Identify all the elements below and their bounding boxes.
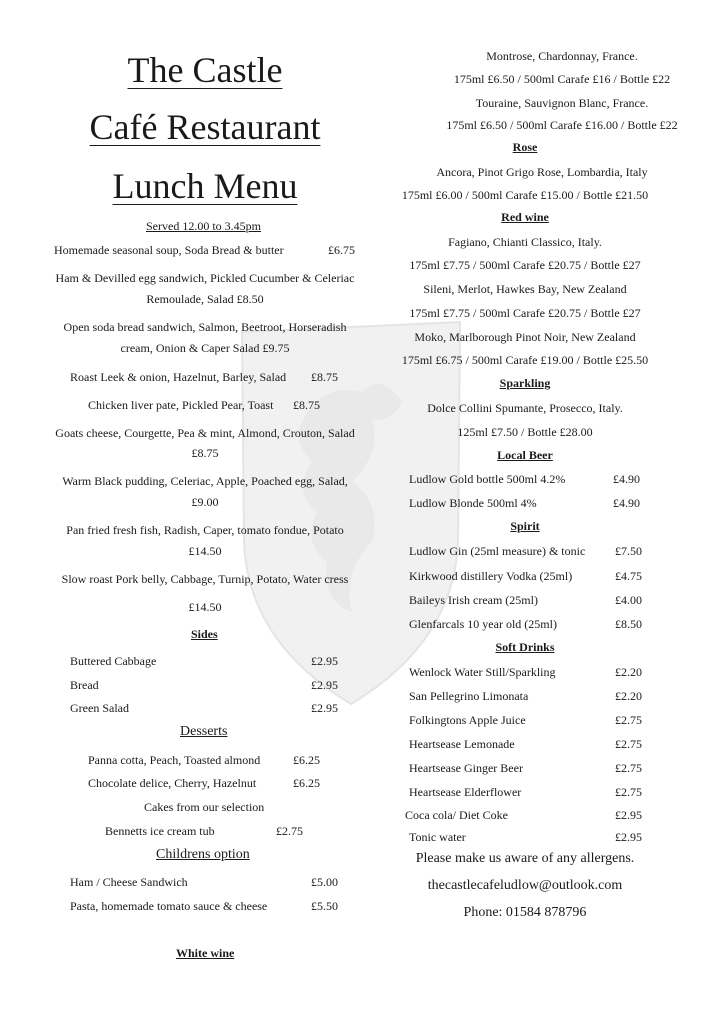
- beer-item-name: Ludlow Gold bottle 500ml 4.2%: [409, 472, 566, 486]
- menu-item-name: Chicken liver pate, Pickled Pear, Toast: [88, 398, 274, 412]
- beer-item-price: £4.90: [613, 472, 640, 486]
- section-heading-local-beer: Local Beer: [497, 448, 553, 462]
- soft-drink-name: Coca cola/ Diet Coke: [405, 808, 508, 822]
- wine-prices: 175ml £7.75 / 500ml Carafe £20.75 / Bottle £27: [409, 258, 641, 272]
- dessert-item-name: Cakes from our selection: [144, 800, 265, 814]
- soft-drink-price: £2.75: [615, 761, 642, 775]
- side-item-price: £2.95: [311, 654, 338, 668]
- menu-item-line: £14.50: [188, 600, 222, 614]
- soft-drink-name: Heartsease Lemonade: [409, 737, 515, 751]
- menu-item-line: Pan fried fresh fish, Radish, Caper, tomato fondue, Potato: [66, 523, 344, 537]
- side-item-name: Bread: [70, 678, 99, 692]
- section-heading-red-wine: Red wine: [501, 210, 549, 224]
- section-heading-sides: Sides: [191, 627, 218, 641]
- wine-name: Sileni, Merlot, Hawkes Bay, New Zealand: [423, 282, 627, 296]
- menu-item-line: £8.75: [191, 446, 219, 460]
- section-heading-spirit: Spirit: [510, 519, 540, 533]
- childrens-item-name: Ham / Cheese Sandwich: [70, 875, 188, 889]
- menu-item-price: £8.75: [293, 398, 320, 412]
- childrens-item-name: Pasta, homemade tomato sauce & cheese: [70, 899, 268, 913]
- menu-item-line: £14.50: [188, 544, 222, 558]
- soft-drink-price: £2.75: [615, 785, 642, 799]
- soft-drink-name: Heartsease Elderflower: [409, 785, 522, 799]
- wine-name: Touraine, Sauvignon Blanc, France.: [475, 96, 649, 110]
- childrens-item-price: £5.00: [311, 875, 338, 889]
- soft-drink-name: Heartsease Ginger Beer: [409, 761, 523, 775]
- dessert-item-name: Chocolate delice, Cherry, Hazelnut: [88, 776, 257, 790]
- section-heading-childrens: Childrens option: [156, 847, 250, 862]
- side-item-name: Green Salad: [70, 701, 129, 715]
- beer-item-name: Ludlow Blonde 500ml 4%: [409, 496, 537, 510]
- spirit-item-name: Glenfarcals 10 year old (25ml): [409, 617, 557, 631]
- soft-drink-name: Folkingtons Apple Juice: [409, 713, 526, 727]
- section-heading-desserts: Desserts: [180, 724, 228, 739]
- soft-drink-price: £2.75: [615, 737, 642, 751]
- spirit-item-name: Kirkwood distillery Vodka (25ml): [409, 569, 573, 583]
- section-heading-sparkling: Sparkling: [499, 376, 551, 390]
- menu-item-name: Homemade seasonal soup, Soda Bread & butter: [54, 243, 284, 257]
- soft-drink-name: Tonic water: [409, 830, 466, 844]
- soft-drink-name: Wenlock Water Still/Sparkling: [409, 665, 556, 679]
- section-heading-rose: Rose: [512, 140, 538, 154]
- menu-item-price: £8.75: [311, 370, 338, 384]
- wine-prices: 175ml £6.00 / 500ml Carafe £15.00 / Bottle £21.50: [401, 188, 649, 202]
- wine-prices: 125ml £7.50 / Bottle £28.00: [457, 425, 593, 439]
- menu-item-line: Ham & Devilled egg sandwich, Pickled Cucumber & Celeriac: [55, 271, 355, 285]
- beer-item-price: £4.90: [613, 496, 640, 510]
- spirit-item-price: £7.50: [615, 544, 642, 558]
- page-title-line-3: Lunch Menu: [112, 166, 298, 206]
- soft-drink-price: £2.20: [615, 665, 642, 679]
- menu-item-line: cream, Onion & Caper Salad £9.75: [120, 341, 290, 355]
- contact-phone: Phone: 01584 878796: [463, 905, 587, 920]
- spirit-item-price: £8.50: [615, 617, 642, 631]
- wine-name: Ancora, Pinot Grigo Rose, Lombardia, Italy: [436, 165, 648, 179]
- wine-prices: 175ml £7.75 / 500ml Carafe £20.75 / Bottle £27: [409, 306, 641, 320]
- allergen-notice: Please make us aware of any allergens.: [415, 851, 635, 866]
- page-title-line-2: Café Restaurant: [89, 107, 321, 147]
- wine-prices: 175ml £6.50 / 500ml Carafe £16.00 / Bottle £22: [446, 118, 678, 132]
- side-item-price: £2.95: [311, 701, 338, 715]
- menu-item-line: Remoulade, Salad £8.50: [146, 292, 264, 306]
- section-heading-soft-drinks: Soft Drinks: [495, 640, 555, 654]
- menu-item-price: £6.75: [328, 243, 355, 257]
- menu-item-line: Open soda bread sandwich, Salmon, Beetroot, Horseradish: [63, 320, 347, 334]
- wine-name: Dolce Collini Spumante, Prosecco, Italy.: [427, 401, 623, 415]
- spirit-item-price: £4.00: [615, 593, 642, 607]
- spirit-item-name: Baileys Irish cream (25ml): [409, 593, 538, 607]
- childrens-item-price: £5.50: [311, 899, 338, 913]
- soft-drink-price: £2.75: [615, 713, 642, 727]
- page-title-line-1: The Castle: [127, 50, 283, 90]
- wine-name: Montrose, Chardonnay, France.: [486, 49, 638, 63]
- soft-drink-price: £2.20: [615, 689, 642, 703]
- soft-drink-price: £2.95: [615, 830, 642, 844]
- wine-name: Moko, Marlborough Pinot Noir, New Zealand: [414, 330, 636, 344]
- wine-prices: 175ml £6.50 / 500ml Carafe £16 / Bottle £22: [453, 72, 671, 86]
- dessert-item-name: Panna cotta, Peach, Toasted almond: [88, 753, 261, 767]
- menu-item-name: Roast Leek & onion, Hazelnut, Barley, Salad: [70, 370, 287, 384]
- section-heading-white-wine: White wine: [176, 946, 235, 960]
- served-times: Served 12.00 to 3.45pm: [146, 219, 261, 233]
- side-item-price: £2.95: [311, 678, 338, 692]
- dessert-item-price: £6.25: [293, 776, 320, 790]
- dessert-item-price: £2.75: [276, 824, 303, 838]
- side-item-name: Buttered Cabbage: [70, 654, 157, 668]
- spirit-item-name: Ludlow Gin (25ml measure) & tonic: [409, 544, 586, 558]
- soft-drink-price: £2.95: [615, 808, 642, 822]
- wine-prices: 175ml £6.75 / 500ml Carafe £19.00 / Bottle £25.50: [401, 353, 649, 367]
- menu-item-line: Goats cheese, Courgette, Pea & mint, Almond, Crouton, Salad: [55, 426, 355, 440]
- dessert-item-name: Bennetts ice cream tub: [105, 824, 215, 838]
- menu-item-line: Warm Black pudding, Celeriac, Apple, Poached egg, Salad,: [62, 474, 348, 488]
- menu-item-line: £9.00: [191, 495, 219, 509]
- dessert-item-price: £6.25: [293, 753, 320, 767]
- wine-name: Fagiano, Chianti Classico, Italy.: [448, 235, 602, 249]
- spirit-item-price: £4.75: [615, 569, 642, 583]
- menu-item-line: Slow roast Pork belly, Cabbage, Turnip, Potato, Water cress: [61, 572, 349, 586]
- soft-drink-name: San Pellegrino Limonata: [409, 689, 529, 703]
- contact-email[interactable]: thecastlecafeludlow@outlook.com: [427, 878, 623, 893]
